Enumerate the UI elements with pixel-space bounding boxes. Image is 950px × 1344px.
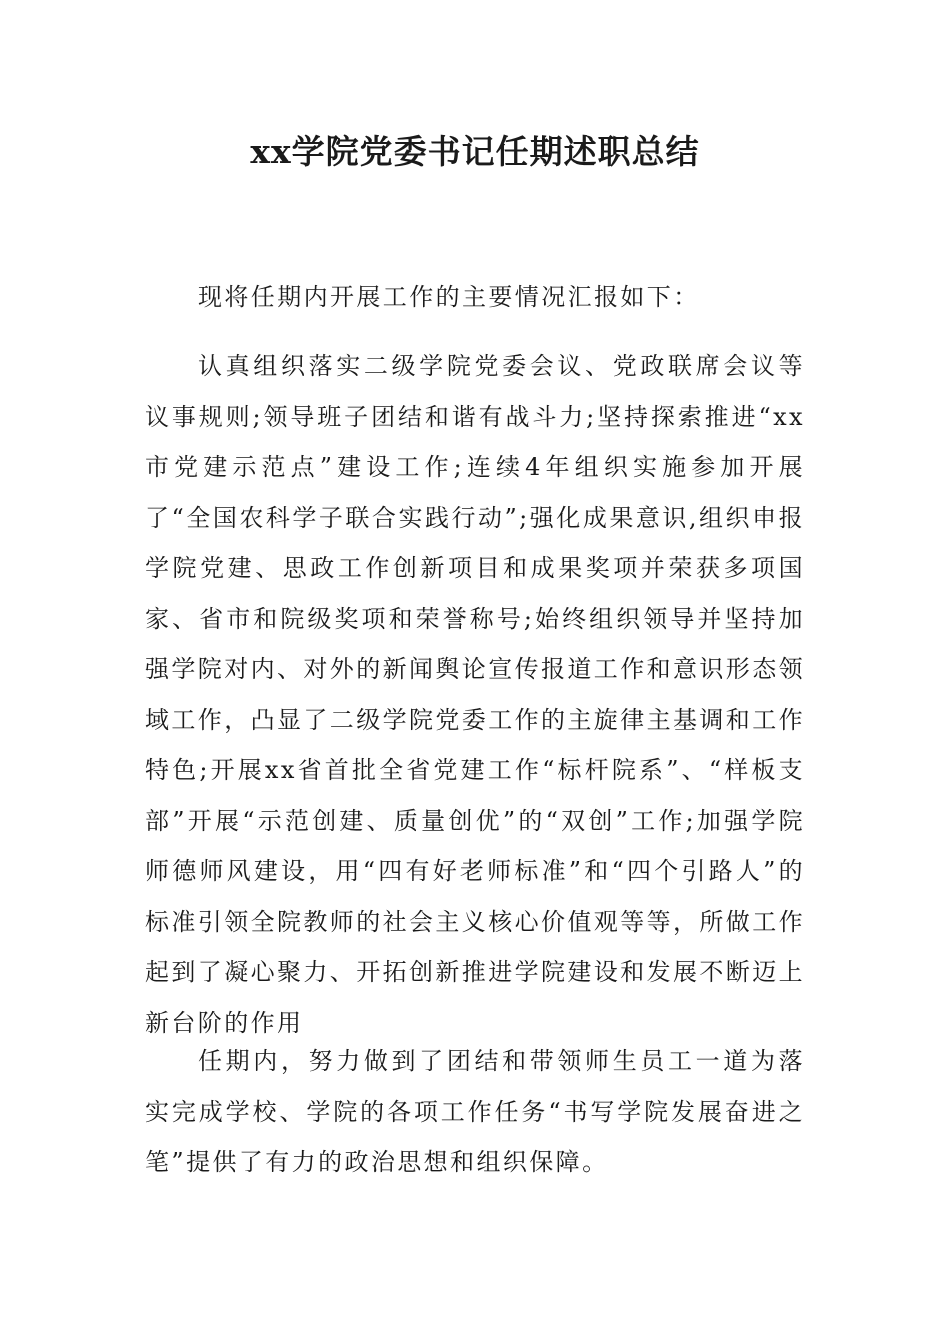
document-title: xx学院党委书记任期述职总结	[250, 132, 700, 171]
paragraph-intro: 现将任期内开展工作的主要情况汇报如下：	[198, 283, 700, 311]
paragraph-conclusion: 任期内，努力做到了团结和带领师生员工一道为落实完成学校、学院的各项工作任务“书写学院发展奋进之笔”提供了有力的政治思想和组织保障。	[145, 1047, 805, 1176]
paragraph-achievements: 认真组织落实二级学院党委会议、党政联席会议等议事规则;领导班子团结和谐有战斗力;坚持探索推进“xx市党建示范点”建设工作;连续4年组织实施参加开展了“全国农科学子联合实践行动”;强化成果意识,组织申报学院党建、思政工作创新项目和成果奖项并荣获多项国家、省市和院级奖项和荣誉称号;始终组织领导并坚持加强学院对内、对外的新闻舆论宣传报道工作和意识形态领域工作，凸显了二级学院党委工作的主旋律主基调和工作特色;开展xx省首批全省党建工作“标杆院系”、“样板支部”开展“示范创建、质量创优”的“双创”工作;加强学院师德师风建设，用“四有好老师标准”和“四个引路人”的标准引领全院教师的社会主义核心价值观等等，所做工作起到了凝心聚力、开拓创新推进学院建设和发展不断迈上新台阶的作用	[145, 352, 805, 1037]
